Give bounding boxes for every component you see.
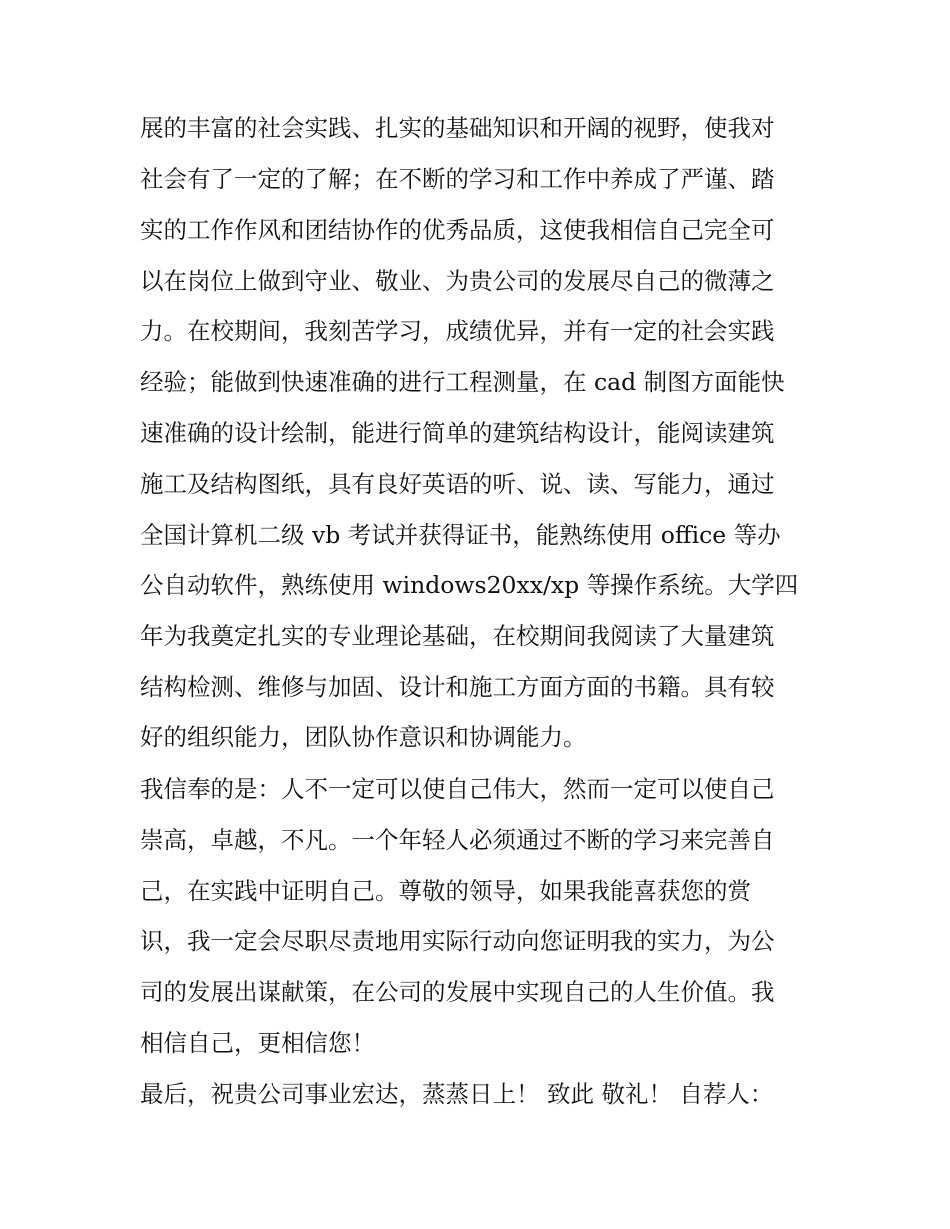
text-line: 识，我一定会尽职尽责地用实际行动向您证明我的实力，为公 bbox=[140, 927, 775, 955]
text-line: 公自动软件，熟练使用 windows20xx/xp 等操作系统。大学四 bbox=[140, 571, 799, 599]
text-line: 最后，祝贵公司事业宏达，蒸蒸日上！ 致此 敬礼！ 自荐人： bbox=[140, 1080, 774, 1108]
text-line: 社会有了一定的了解；在不断的学习和工作中养成了严谨、踏 bbox=[140, 165, 775, 193]
text-line: 结构检测、维修与加固、设计和施工方面方面的书籍。具有较 bbox=[140, 673, 775, 701]
text-line: 力。在校期间，我刻苦学习，成绩优异，并有一定的社会实践 bbox=[140, 317, 775, 345]
text-line: 我信奉的是：人不一定可以使自己伟大，然而一定可以使自己 bbox=[140, 775, 775, 803]
text-line: 实的工作作风和团结协作的优秀品质，这使我相信自己完全可 bbox=[140, 216, 775, 244]
text-line: 己，在实践中证明自己。尊敬的领导，如果我能喜获您的赏 bbox=[140, 877, 751, 905]
text-line: 全国计算机二级 vb 考试并获得证书，能熟练使用 office 等办 bbox=[140, 521, 781, 549]
text-line: 好的组织能力，团队协作意识和协调能力。 bbox=[140, 723, 587, 751]
text-line: 以在岗位上做到守业、敬业、为贵公司的发展尽自己的微薄之 bbox=[140, 267, 775, 295]
text-line: 经验；能做到快速准确的进行工程测量，在 cad 制图方面能快 bbox=[140, 368, 785, 396]
text-line: 施工及结构图纸，具有良好英语的听、说、读、写能力，通过 bbox=[140, 470, 775, 498]
text-line: 相信自己，更相信您！ bbox=[140, 1029, 375, 1057]
text-line: 年为我奠定扎实的专业理论基础，在校期间我阅读了大量建筑 bbox=[140, 622, 775, 650]
text-line: 崇高，卓越，不凡。一个年轻人必须通过不断的学习来完善自 bbox=[140, 826, 775, 854]
text-line: 司的发展出谋献策，在公司的发展中实现自己的人生价值。我 bbox=[140, 978, 775, 1006]
text-line: 展的丰富的社会实践、扎实的基础知识和开阔的视野，使我对 bbox=[140, 114, 775, 142]
text-line: 速准确的设计绘制，能进行简单的建筑结构设计，能阅读建筑 bbox=[140, 419, 775, 447]
